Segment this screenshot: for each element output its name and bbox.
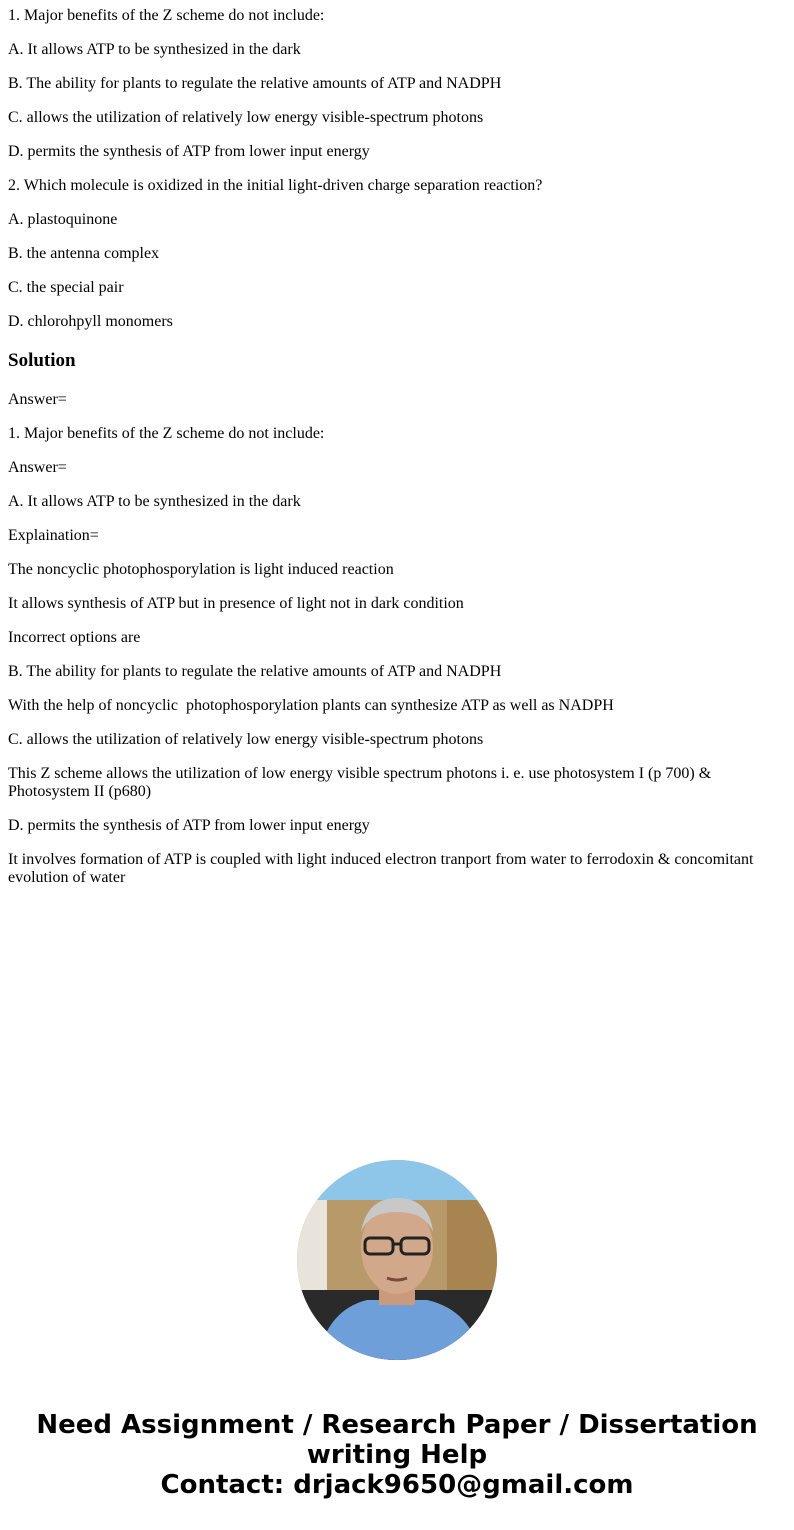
promo-contact: Contact: drjack9650@gmail.com xyxy=(160,1470,634,1500)
question-2: 2. Which molecule is oxidized in the initial light-driven charge separation reaction? xyxy=(8,177,543,194)
author-photo xyxy=(297,1160,497,1360)
contact-banner xyxy=(0,1410,794,1500)
solution-line: It involves formation of ATP is coupled with light induced electron tranport from water to ferrodoxin & concomitant evolution of water xyxy=(8,851,754,886)
solution-line: Answer= xyxy=(8,391,67,408)
question-1-option-a: A. It allows ATP to be synthesized in the dark xyxy=(8,41,301,58)
solution-line: It allows synthesis of ATP but in presence of light not in dark condition xyxy=(8,595,464,612)
question-2-option-d: D. chlorohpyll monomers xyxy=(8,313,173,330)
solution-line: C. allows the utilization of relatively low energy visible-spectrum photons xyxy=(8,731,484,748)
promo-headline: Need Assignment / Research Paper / Dissertation writing Help xyxy=(36,1410,758,1470)
solution-line: Answer= xyxy=(8,459,67,476)
question-1-option-b: B. The ability for plants to regulate the relative amounts of ATP and NADPH xyxy=(8,75,502,92)
question-1: 1. Major benefits of the Z scheme do not include: xyxy=(8,7,325,24)
solution-line: A. It allows ATP to be synthesized in the dark xyxy=(8,493,301,510)
solution-line: This Z scheme allows the utilization of low energy visible spectrum photons i. e. use photosystem I (p 700) & Photosystem II (p680) xyxy=(8,765,712,800)
solution-line: The noncyclic photophosporylation is light induced reaction xyxy=(8,561,394,578)
question-2-option-c: C. the special pair xyxy=(8,279,124,296)
question-1-option-c: C. allows the utilization of relatively low energy visible-spectrum photons xyxy=(8,109,484,126)
solution-line: D. permits the synthesis of ATP from lower input energy xyxy=(8,817,370,834)
solution-line: With the help of noncyclic photophosporylation plants can synthesize ATP as well as NADPH xyxy=(8,697,614,714)
promo-section xyxy=(0,1160,794,1500)
document-body xyxy=(0,7,794,887)
solution-line: B. The ability for plants to regulate the relative amounts of ATP and NADPH xyxy=(8,663,502,680)
solution-line: Incorrect options are xyxy=(8,629,141,646)
solution-line: Explaination= xyxy=(8,527,99,544)
question-2-option-a: A. plastoquinone xyxy=(8,211,118,228)
question-1-option-d: D. permits the synthesis of ATP from lower input energy xyxy=(8,143,370,160)
solution-line: 1. Major benefits of the Z scheme do not include: xyxy=(8,425,325,442)
question-2-option-b: B. the antenna complex xyxy=(8,245,160,262)
solution-heading: Solution xyxy=(8,350,76,371)
